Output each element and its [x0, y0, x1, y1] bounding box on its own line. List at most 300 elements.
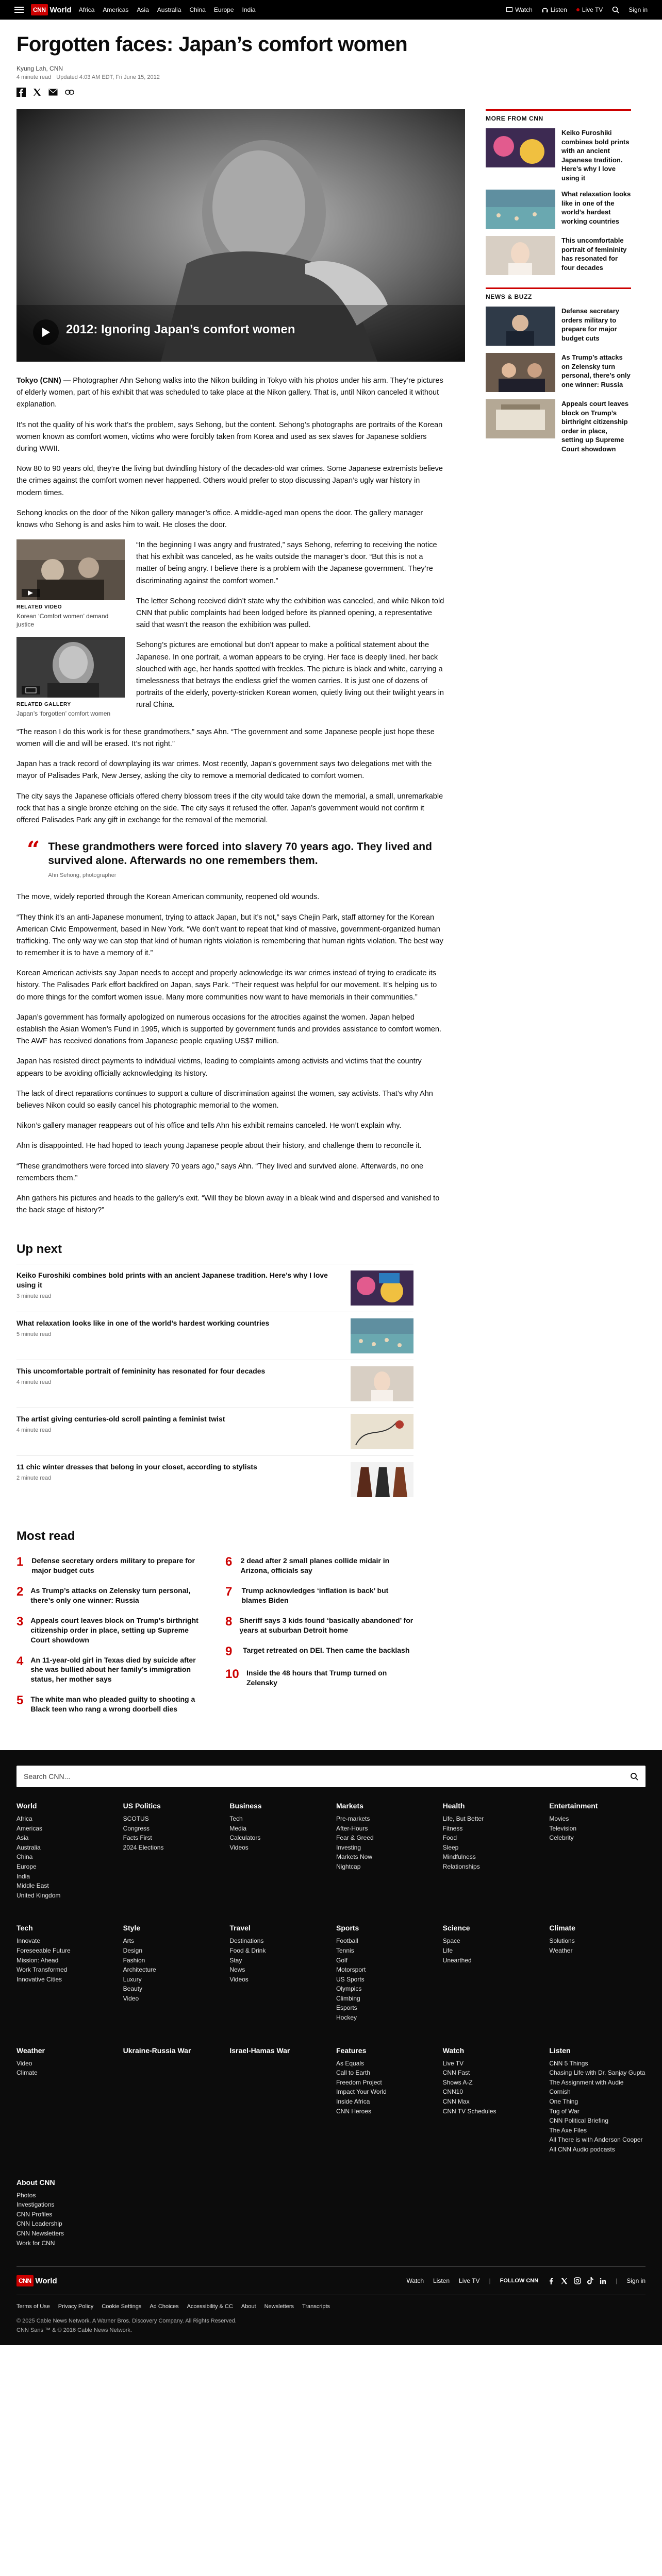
tv-icon — [506, 7, 512, 12]
copyright-line: CNN Sans ™ & © 2016 Cable News Network. — [16, 2327, 132, 2333]
footer-link[interactable]: Calculators — [229, 1834, 261, 1842]
most-read-title: Appeals court leaves block on Trump’s birthright citizenship order in place, setting up Supreme Court showdown — [30, 1616, 198, 1644]
footer-link[interactable]: Solutions — [549, 1937, 575, 1945]
footer-link[interactable]: CNN 5 Things — [549, 2059, 588, 2067]
related-gallery-label: RELATED GALLERY — [16, 702, 71, 708]
paragraph: Sehong’s pictures are emotional but don’t appear to make a political statement about the Japanese. In one portrait, a woman appears to be crying. Her face is deeply lined, her back slouched with age, her hands spotted with freckles. The picture is black and white, carrying a timelessness that betrays the endless grief the women carries. It is just one of dozens of portraits of the elderly, poverty-stricken Korean women, quietly living out their twilight years in rural China. — [136, 641, 444, 709]
related-video-caption[interactable]: Korean ‘Comfort women’ demand justice — [16, 613, 109, 628]
footer-link[interactable]: Videos — [229, 1843, 249, 1851]
paragraph: The city says the Japanese officials offered cherry blossom trees if the city would take down the memorial, a small, unremarkable rock that has a single bronze etching on the side. The city says it refused the offer. Japan’s government would not confirm it offered Palisades Park any gift in exchange for the removal of the memorial. — [16, 792, 443, 824]
footer-link[interactable]: Innovate — [16, 1937, 41, 1945]
rail-headline: As Trump’s attacks on Zelensky turn personal, there’s only one winner: Russia — [561, 353, 631, 388]
footer-column — [443, 2046, 539, 2155]
up-next-list — [16, 1264, 413, 1503]
most-read-heading: Most read — [16, 1529, 75, 1544]
footer-link[interactable]: Video — [16, 2059, 32, 2067]
footer-link[interactable]: Olympics — [336, 1985, 362, 1993]
footer-link[interactable]: Video — [123, 1994, 139, 2002]
footer-link[interactable]: Football — [336, 1937, 358, 1945]
related-sidebar — [16, 539, 125, 726]
footer-link[interactable]: Middle East — [16, 1882, 49, 1890]
up-next-title: 11 chic winter dresses that belong in your closet, according to stylists — [16, 1463, 257, 1471]
footer-link[interactable]: Fear & Greed — [336, 1834, 374, 1842]
up-next-image — [351, 1462, 413, 1497]
footer-link[interactable]: After-Hours — [336, 1824, 368, 1832]
nav-asia[interactable]: Asia — [137, 6, 149, 13]
up-next-image — [351, 1270, 413, 1306]
search-icon[interactable] — [630, 1772, 638, 1781]
section-nav — [79, 6, 256, 13]
top-nav-bar — [0, 0, 662, 20]
footer-link[interactable]: Facts First — [123, 1834, 152, 1842]
footer-column — [549, 1924, 646, 2022]
footer-link[interactable]: Golf — [336, 1956, 348, 1964]
footer-watch-link[interactable]: Watch — [406, 2277, 424, 2285]
most-read-item[interactable] — [16, 1551, 205, 1581]
up-next-item[interactable] — [16, 1455, 413, 1503]
footer-column — [549, 1802, 646, 1900]
footer-column — [229, 1924, 326, 2022]
rank-number: 3 — [16, 1614, 24, 1629]
footer-column — [123, 1924, 220, 2022]
rail-image — [486, 128, 555, 167]
footer-column-title[interactable]: Listen — [549, 2046, 571, 2055]
footer-link[interactable]: Fashion — [123, 1956, 145, 1964]
live-tv-link[interactable] — [576, 6, 603, 13]
pull-quote — [16, 837, 444, 880]
byline[interactable]: Kyung Lah, CNN — [16, 65, 63, 72]
read-time: 4 minute read — [16, 74, 52, 80]
footer-link[interactable]: Inside Africa — [336, 2098, 370, 2106]
footer-link[interactable]: The Axe Files — [549, 2126, 587, 2134]
article-meta — [16, 74, 646, 80]
video-player[interactable] — [16, 109, 465, 362]
up-next-heading: Up next — [16, 1242, 62, 1257]
right-rail — [486, 109, 631, 1719]
up-next-time: 2 minute read — [16, 1475, 52, 1482]
nav-australia[interactable]: Australia — [157, 6, 181, 13]
footer-link[interactable]: One Thing — [549, 2098, 578, 2106]
footer-column-title[interactable]: Features — [336, 2046, 367, 2055]
footer-link[interactable]: All CNN Audio podcasts — [549, 2146, 615, 2153]
facebook-icon[interactable] — [548, 2277, 555, 2284]
legal-link[interactable]: About — [241, 2303, 256, 2310]
nav-americas[interactable]: Americas — [103, 6, 129, 13]
follow-cnn-label: FOLLOW CNN — [500, 2278, 539, 2284]
paragraph: It’s not the quality of his work that’s the problem, says Sehong, but the content. Sehong’s photographs are portraits of the Korean women known as comfort women, victims who were forcibly taken from Korea and used as sex slaves for Japanese soldiers during WWII. — [16, 420, 443, 453]
footer-search-bar[interactable] — [16, 1766, 646, 1787]
footer-column-title[interactable]: About CNN — [16, 2178, 55, 2187]
footer-column-title[interactable]: Weather — [16, 2046, 45, 2055]
footer-link[interactable]: Investing — [336, 1843, 361, 1851]
paragraph: “In the beginning I was angry and frustrated,” says Sehong, referring to receiving the notice that his exhibit was canceled, as he waits outside the manager’s door. “But this is not a matter of being angry. I believe there is a problem with the Japanese government. They’re discriminating against the comfort women.” — [136, 541, 437, 585]
rank-number: 5 — [16, 1693, 24, 1708]
most-read-item[interactable] — [225, 1581, 413, 1611]
most-read-title: As Trump’s attacks on Zelensky turn personal, there’s only one winner: Russia — [30, 1586, 191, 1604]
legal-link[interactable]: Cookie Settings — [102, 2303, 142, 2310]
paragraph: Ahn is disappointed. He had hoped to teach young Japanese people about their history, and challenge them to reconcile it. — [16, 1142, 422, 1150]
paragraph: The move, widely reported through the Korean American community, reopened old wounds. — [16, 893, 320, 902]
footer-column — [549, 2046, 646, 2155]
pull-quote-attribution: Ahn Sehong, photographer — [48, 872, 117, 878]
footer-search-input[interactable]: Search CNN... — [24, 1772, 71, 1781]
footer-link[interactable]: Impact Your World — [336, 2088, 387, 2096]
footer-link[interactable]: Asia — [16, 1834, 29, 1842]
footer-link[interactable]: Stay — [229, 1956, 242, 1964]
footer-link[interactable]: Congress — [123, 1824, 150, 1832]
footer-column — [123, 2046, 220, 2155]
footer-link[interactable]: Tech — [229, 1815, 243, 1822]
most-read-item[interactable] — [225, 1640, 413, 1663]
listen-label: Listen — [550, 6, 567, 13]
footer-link[interactable]: Weather — [549, 1946, 573, 1954]
footer-link[interactable]: Celebrity — [549, 1834, 574, 1842]
footer-link[interactable]: Markets Now — [336, 1853, 373, 1861]
footer-column-title[interactable]: Business — [229, 1801, 262, 1810]
rail-item[interactable] — [486, 190, 631, 229]
footer-link[interactable]: Arts — [123, 1937, 134, 1945]
rail-item[interactable] — [486, 353, 631, 392]
rank-number: 1 — [16, 1555, 24, 1569]
footer-link[interactable]: Mission: Ahead — [16, 1956, 59, 1964]
footer-column — [336, 1802, 433, 1900]
most-read-title: Trump acknowledges ‘inflation is back’ but blames Biden — [241, 1586, 389, 1604]
more-from-cnn-heading: MORE FROM CNN — [486, 109, 631, 122]
related-gallery-caption[interactable]: Japan’s ‘forgotten’ comfort women — [16, 710, 111, 718]
most-read-item[interactable] — [225, 1663, 413, 1693]
related-video-thumbnail[interactable] — [16, 539, 125, 600]
footer-link[interactable]: Media — [229, 1824, 247, 1832]
footer-link[interactable]: Africa — [16, 1815, 32, 1822]
updated-time: Updated 4:03 AM EDT, Fri June 15, 2012 — [56, 74, 160, 80]
live-dot-icon — [576, 8, 580, 11]
footer-link[interactable]: Esports — [336, 2004, 357, 2012]
rail-item[interactable] — [486, 236, 631, 275]
related-video-label: RELATED VIDEO — [16, 604, 62, 611]
footer-link[interactable]: United Kingdom — [16, 1891, 61, 1899]
paragraph: The lack of direct reparations continues to support a culture of discrimination against the women, say activists. That’s why Ahn believes Nikon could so easily cancel his photographic memorial to the women. — [16, 1089, 433, 1110]
rail-image — [486, 353, 555, 392]
rank-number: 7 — [225, 1585, 233, 1599]
footer-column — [229, 1802, 326, 1900]
footer-link[interactable]: Americas — [16, 1824, 43, 1832]
footer-link[interactable]: Tennis — [336, 1946, 354, 1954]
rail-image — [486, 399, 555, 438]
footer-link[interactable]: CNN Fast — [442, 2069, 470, 2077]
up-next-title: This uncomfortable portrait of femininity has resonated for four decades — [16, 1367, 266, 1376]
paragraph-text: — Photographer Ahn Sehong walks into the Nikon building in Tokyo with his photos under his arm. They’re pictures of elderly women, part of his exhibit that was scheduled to take place at the Nikon gallery. That is, until Nikon canceled it without explanation. — [16, 377, 443, 409]
copyright — [16, 2317, 646, 2335]
footer-listen-link[interactable]: Listen — [433, 2277, 450, 2285]
rail-image — [486, 236, 555, 275]
footer-link[interactable]: CNN TV Schedules — [442, 2107, 496, 2115]
related-video-image — [16, 539, 125, 600]
copyright-line: © 2025 Cable News Network. A Warner Bros. Discovery Company. All Rights Reserved. — [16, 2318, 237, 2325]
nav-india[interactable]: India — [242, 6, 256, 13]
footer-link[interactable]: Australia — [16, 1843, 41, 1851]
rail-image — [486, 190, 555, 229]
paragraph: Korean American activists say Japan needs to accept and properly acknowledge its war crimes instead of trying to eradicate its history. The Palisades Park effort backfired on Japan, says Park. “Their request was helpful for our movement. It’s helping us to do more things for the comfort women issue. Many more communities now want to have memorials in their communities.” — [16, 969, 437, 1002]
email-icon[interactable] — [48, 89, 58, 96]
footer-link[interactable]: Tug of War — [549, 2107, 580, 2115]
rail-headline: Defense secretary orders military to prepare for major budget cuts — [561, 307, 620, 342]
paragraph: “They think it’s an anti-Japanese monument, trying to attack Japan, but it’s not,” says Chejin Park, staff attorney for the Korean American Civic Empowerment, based in New York. “We don’t want to repeat that kind of massive, government-organized human trafficking. The only way we can stop that kind of human rights violation is remembering that human rights violation. The best way to remember it is to have a memory of it.” — [16, 913, 443, 958]
footer-link[interactable]: Space — [442, 1937, 460, 1945]
watch-label: Watch — [515, 6, 533, 13]
footer-link[interactable]: CNN Leadership — [16, 2220, 62, 2228]
footer-link[interactable]: China — [16, 1853, 33, 1861]
footer-link[interactable]: Innovative Cities — [16, 1975, 62, 1983]
footer-link[interactable]: Freedom Project — [336, 2078, 382, 2086]
sign-in-link[interactable]: Sign in — [628, 6, 648, 13]
footer-link[interactable]: CNN Max — [442, 2098, 470, 2106]
footer-link[interactable]: Fitness — [442, 1824, 463, 1832]
footer-column-title[interactable]: Markets — [336, 1801, 363, 1810]
footer-column-title[interactable]: Watch — [442, 2046, 465, 2055]
most-read-title: The white man who pleaded guilty to shooting a Black teen who rang a wrong doorbell dies — [30, 1695, 195, 1714]
footer-link[interactable]: All There is with Anderson Cooper — [549, 2136, 643, 2144]
footer-column-title[interactable]: Israel-Hamas War — [229, 2046, 290, 2055]
footer-link[interactable]: Investigations — [16, 2201, 55, 2209]
footer-column — [123, 1802, 220, 1900]
edition-label: World — [35, 2276, 57, 2285]
footer-column-title[interactable]: World — [16, 1801, 37, 1810]
footer-link[interactable]: The Assignment with Audie Cornish — [549, 2078, 624, 2096]
most-read-title: Inside the 48 hours that Trump turned on Zelensky — [246, 1668, 387, 1687]
footer-link[interactable]: Shows A-Z — [442, 2078, 473, 2086]
footer-link[interactable]: Life — [442, 1946, 453, 1954]
legal-link[interactable]: Privacy Policy — [58, 2303, 94, 2310]
rail-headline: Keiko Furoshiki combines bold prints with an ancient Japanese tradition. Here’s why I love using it — [561, 129, 630, 182]
footer-column-title[interactable]: Health — [442, 1801, 465, 1810]
listen-link[interactable] — [542, 6, 567, 13]
footer-link[interactable]: Sleep — [442, 1843, 459, 1851]
footer-link[interactable]: Live TV — [442, 2059, 464, 2067]
link-icon[interactable] — [65, 89, 74, 95]
cnn-logo[interactable] — [31, 4, 72, 15]
footer-link[interactable]: As Equals — [336, 2059, 365, 2067]
footer-column-title[interactable]: Travel — [229, 1924, 251, 1933]
paragraph — [16, 375, 444, 411]
up-next-image — [351, 1414, 413, 1449]
site-footer — [0, 1750, 662, 2345]
footer-column — [229, 2046, 326, 2155]
footer-link[interactable]: Europe — [16, 1862, 37, 1870]
rail-headline: Appeals court leaves block on Trump’s birthright citizenship order in place, setting up Supreme Court showdown — [561, 400, 629, 453]
legal-link[interactable]: Accessibility & CC — [187, 2303, 233, 2310]
footer-link[interactable]: Nightcap — [336, 1862, 361, 1870]
related-gallery-thumbnail[interactable] — [16, 637, 125, 698]
footer-live-tv-link[interactable]: Live TV — [459, 2277, 480, 2285]
paragraph: “These grandmothers were forced into slavery 70 years ago,” says Ahn. “They lived and survived alone. Afterwards, no one remembers them.” — [16, 1162, 424, 1182]
paragraph: Japan has resisted direct payments to individual victims, leading to complaints among activists and victims that the country appears to be avoiding officially acknowledging its history. — [16, 1057, 422, 1078]
footer-link[interactable]: Hockey — [336, 2014, 357, 2022]
footer-link[interactable]: Beauty — [123, 1985, 143, 1993]
x-twitter-icon[interactable] — [33, 88, 41, 96]
footer-link-columns — [16, 1802, 646, 2261]
up-next-item[interactable] — [16, 1264, 413, 1312]
most-read-list — [16, 1551, 413, 1719]
nav-africa[interactable]: Africa — [78, 6, 95, 13]
footer-column-title[interactable]: Science — [442, 1924, 470, 1933]
footer-link[interactable]: Architecture — [123, 1966, 156, 1974]
article-body — [16, 375, 465, 1216]
most-read-item[interactable] — [16, 1689, 205, 1719]
footer-link[interactable]: CNN Newsletters — [16, 2229, 64, 2237]
footer-link[interactable]: Photos — [16, 2191, 36, 2199]
footer-link[interactable]: Destinations — [229, 1937, 264, 1945]
search-icon[interactable] — [612, 6, 619, 13]
menu-icon[interactable] — [14, 7, 24, 13]
most-read-item[interactable] — [225, 1611, 413, 1640]
up-next-item[interactable] — [16, 1408, 413, 1455]
play-icon — [41, 327, 51, 337]
footer-link[interactable]: Chasing Life with Dr. Sanjay Gupta — [549, 2069, 646, 2077]
legal-link[interactable]: Ad Choices — [150, 2303, 179, 2310]
footer-link[interactable]: SCOTUS — [123, 1815, 149, 1822]
x-twitter-icon[interactable] — [561, 2278, 568, 2284]
most-read-item[interactable] — [16, 1581, 205, 1611]
footer-column-title[interactable]: Climate — [549, 1924, 575, 1933]
article-headline: Forgotten faces: Japan’s comfort women — [16, 33, 408, 56]
footer-link[interactable]: Work for CNN — [16, 2239, 55, 2247]
footer-link[interactable]: Food — [442, 1834, 457, 1842]
footer-link[interactable]: Life, But Better — [442, 1815, 484, 1822]
quote-icon: “ — [27, 837, 40, 863]
footer-link[interactable]: Luxury — [123, 1975, 142, 1983]
most-read-item[interactable] — [225, 1551, 413, 1581]
footer-column-title[interactable]: Ukraine-Russia War — [123, 2046, 191, 2055]
footer-link[interactable]: Foreseeable Future — [16, 1946, 71, 1954]
footer-link[interactable]: Food & Drink — [229, 1946, 266, 1954]
nav-china[interactable]: China — [189, 6, 206, 13]
most-read-item[interactable] — [16, 1650, 205, 1690]
paragraph: The letter Sehong received didn’t state why the exhibition was canceled, and while Nikon told CNN that public complaints had been lodged before its planned opening, a representative said that wasn’t the reason the exhibition was pulled. — [136, 597, 444, 630]
footer-link[interactable]: CNN Heroes — [336, 2107, 372, 2115]
news-buzz-heading: NEWS & BUZZ — [486, 287, 631, 300]
up-next-time: 4 minute read — [16, 1427, 52, 1434]
footer-link[interactable]: Pre-markets — [336, 1815, 370, 1822]
footer-link[interactable]: India — [16, 1872, 30, 1880]
rail-headline: This uncomfortable portrait of femininity has resonated for four decades — [561, 236, 627, 272]
footer-link[interactable]: Design — [123, 1946, 143, 1954]
footer-link[interactable]: Climbing — [336, 1994, 360, 2002]
rank-number: 6 — [225, 1555, 233, 1569]
facebook-icon[interactable] — [16, 88, 26, 97]
rail-item[interactable] — [486, 307, 631, 346]
rail-headline: What relaxation looks like in one of the world’s hardest working countries — [561, 190, 631, 225]
rail-image — [486, 307, 555, 346]
footer-link[interactable]: Videos — [229, 1975, 249, 1983]
footer-column-title[interactable]: US Politics — [123, 1801, 161, 1810]
most-read-title: 2 dead after 2 small planes collide midair in Arizona, officials say — [240, 1556, 390, 1575]
up-next-item[interactable] — [16, 1312, 413, 1360]
up-next-title: The artist giving centuries-old scroll painting a feminist twist — [16, 1415, 225, 1423]
up-next-image — [351, 1366, 413, 1401]
up-next-image — [351, 1318, 413, 1353]
share-bar — [16, 88, 646, 97]
rank-number: 2 — [16, 1585, 24, 1599]
footer-link[interactable]: US Sports — [336, 1975, 365, 1983]
most-read-title: An 11-year-old girl in Texas died by suicide after she was bullied about her family’s immigration status, her mother says — [30, 1655, 196, 1684]
footer-sign-in-link[interactable]: Sign in — [626, 2277, 646, 2285]
play-button[interactable] — [33, 319, 59, 345]
pull-quote-text: These grandmothers were forced into slavery 70 years ago. They lived and survived alone. Afterwards no one remembers them. — [48, 841, 432, 867]
up-next-time: 5 minute read — [16, 1331, 52, 1338]
footer-column-title[interactable]: Entertainment — [549, 1801, 598, 1810]
footer-bar: CNN World Watch Listen Live TV | FOLLOW CNN | Sign in — [16, 2266, 646, 2286]
watch-link[interactable] — [506, 6, 533, 13]
legal-link[interactable]: Terms of Use — [16, 2303, 50, 2310]
footer-link[interactable]: Climate — [16, 2069, 38, 2077]
paragraph: Nikon’s gallery manager reappears out of his office and tells Ahn his exhibit remains canceled. He won’t explain why. — [16, 1122, 402, 1130]
rank-number: 4 — [16, 1654, 24, 1668]
footer-column — [16, 1924, 113, 2022]
footer-column-title[interactable]: Style — [123, 1924, 141, 1933]
most-read-item[interactable] — [16, 1611, 205, 1650]
footer-link[interactable]: News — [229, 1966, 245, 1974]
footer-column — [16, 2046, 113, 2155]
footer-link[interactable]: Unearthed — [442, 1956, 472, 1964]
footer-link[interactable]: CNN Political Briefing — [549, 2117, 609, 2125]
up-next-time: 3 minute read — [16, 1293, 52, 1300]
footer-link[interactable]: CNN Profiles — [16, 2210, 53, 2218]
paragraph: Now 80 to 90 years old, they’re the living but dwindling history of the decades-old war crimes. Some Japanese extremists believe the crimes against the comfort women never happened. Others would prefer to stop discussing Japan’s ugly war history in modern times. — [16, 465, 443, 497]
footer-link[interactable]: Mindfulness — [442, 1853, 476, 1861]
footer-link[interactable]: Movies — [549, 1815, 569, 1822]
paragraph: “The reason I do this work is for these grandmothers,” says Ahn. “The government and some Japanese people just hope these women will die and will be erased. It’s not right.” — [16, 727, 435, 749]
up-next-title: What relaxation looks like in one of the world’s hardest working countries — [16, 1319, 270, 1328]
footer-link[interactable]: Work Transformed — [16, 1966, 68, 1974]
nav-europe[interactable]: Europe — [213, 6, 234, 13]
footer-column — [16, 2178, 113, 2248]
paragraph: Japan has a track record of downplaying its war crimes. Most recently, Japan’s government says two delegations met with the mayor of Palisades Park, New Jersey, asking the city to remove a memorial dedicated to comfort women. — [16, 760, 432, 781]
edition-label: World — [49, 5, 72, 14]
video-title: 2012: Ignoring Japan’s comfort women — [66, 323, 295, 336]
footer-link[interactable]: Relationships — [442, 1862, 480, 1870]
cnn-logo-mark: CNN — [31, 4, 48, 15]
tiktok-icon[interactable] — [587, 2277, 593, 2284]
up-next-item[interactable] — [16, 1360, 413, 1408]
footer-link[interactable]: Call to Earth — [336, 2069, 371, 2077]
instagram-icon[interactable] — [574, 2277, 581, 2284]
footer-link[interactable]: 2024 Elections — [123, 1843, 164, 1851]
footer-column — [443, 1802, 539, 1900]
headphones-icon — [542, 7, 548, 13]
cnn-logo[interactable] — [16, 2275, 57, 2286]
most-read-title: Sheriff says 3 kids found ‘basically abandoned’ for years at suburban Detroit home — [239, 1616, 413, 1634]
up-next-time: 4 minute read — [16, 1379, 52, 1386]
paragraph: Japan’s government has formally apologized on numerous occasions for the atrocities against the women. Japan helped establish the Asian Women’s Fund in 1995, which is supported by government funds and provides assistance to comfort women. The AWF has received donations from Japanese people equaling US$7 million. — [16, 1013, 442, 1046]
up-next-title: Keiko Furoshiki combines bold prints with an ancient Japanese tradition. Here’s why I love using it — [16, 1271, 328, 1290]
paragraph: Sehong knocks on the door of the Nikon gallery manager’s office. A middle-aged man opens the door. The gallery manager knows who Sehong is and asks him to wait. He closes the door. — [16, 509, 423, 529]
legal-link[interactable]: Newsletters — [264, 2303, 294, 2310]
legal-link[interactable]: Transcripts — [302, 2303, 330, 2310]
rail-item[interactable] — [486, 128, 631, 182]
footer-link[interactable]: CNN10 — [442, 2088, 464, 2096]
footer-link[interactable]: Television — [549, 1824, 577, 1832]
footer-column-title[interactable]: Tech — [16, 1924, 33, 1933]
dateline: Tokyo (CNN) — [16, 377, 61, 385]
linkedin-icon[interactable] — [600, 2278, 606, 2284]
rail-item[interactable] — [486, 399, 631, 453]
most-read-title: Target retreated on DEI. Then came the backlash — [243, 1646, 410, 1654]
footer-column — [16, 1802, 113, 1900]
live-tv-label: Live TV — [582, 6, 603, 13]
footer-link[interactable]: Motorsport — [336, 1966, 366, 1974]
footer-column-title[interactable]: Sports — [336, 1924, 359, 1933]
rank-number: 8 — [225, 1614, 233, 1629]
